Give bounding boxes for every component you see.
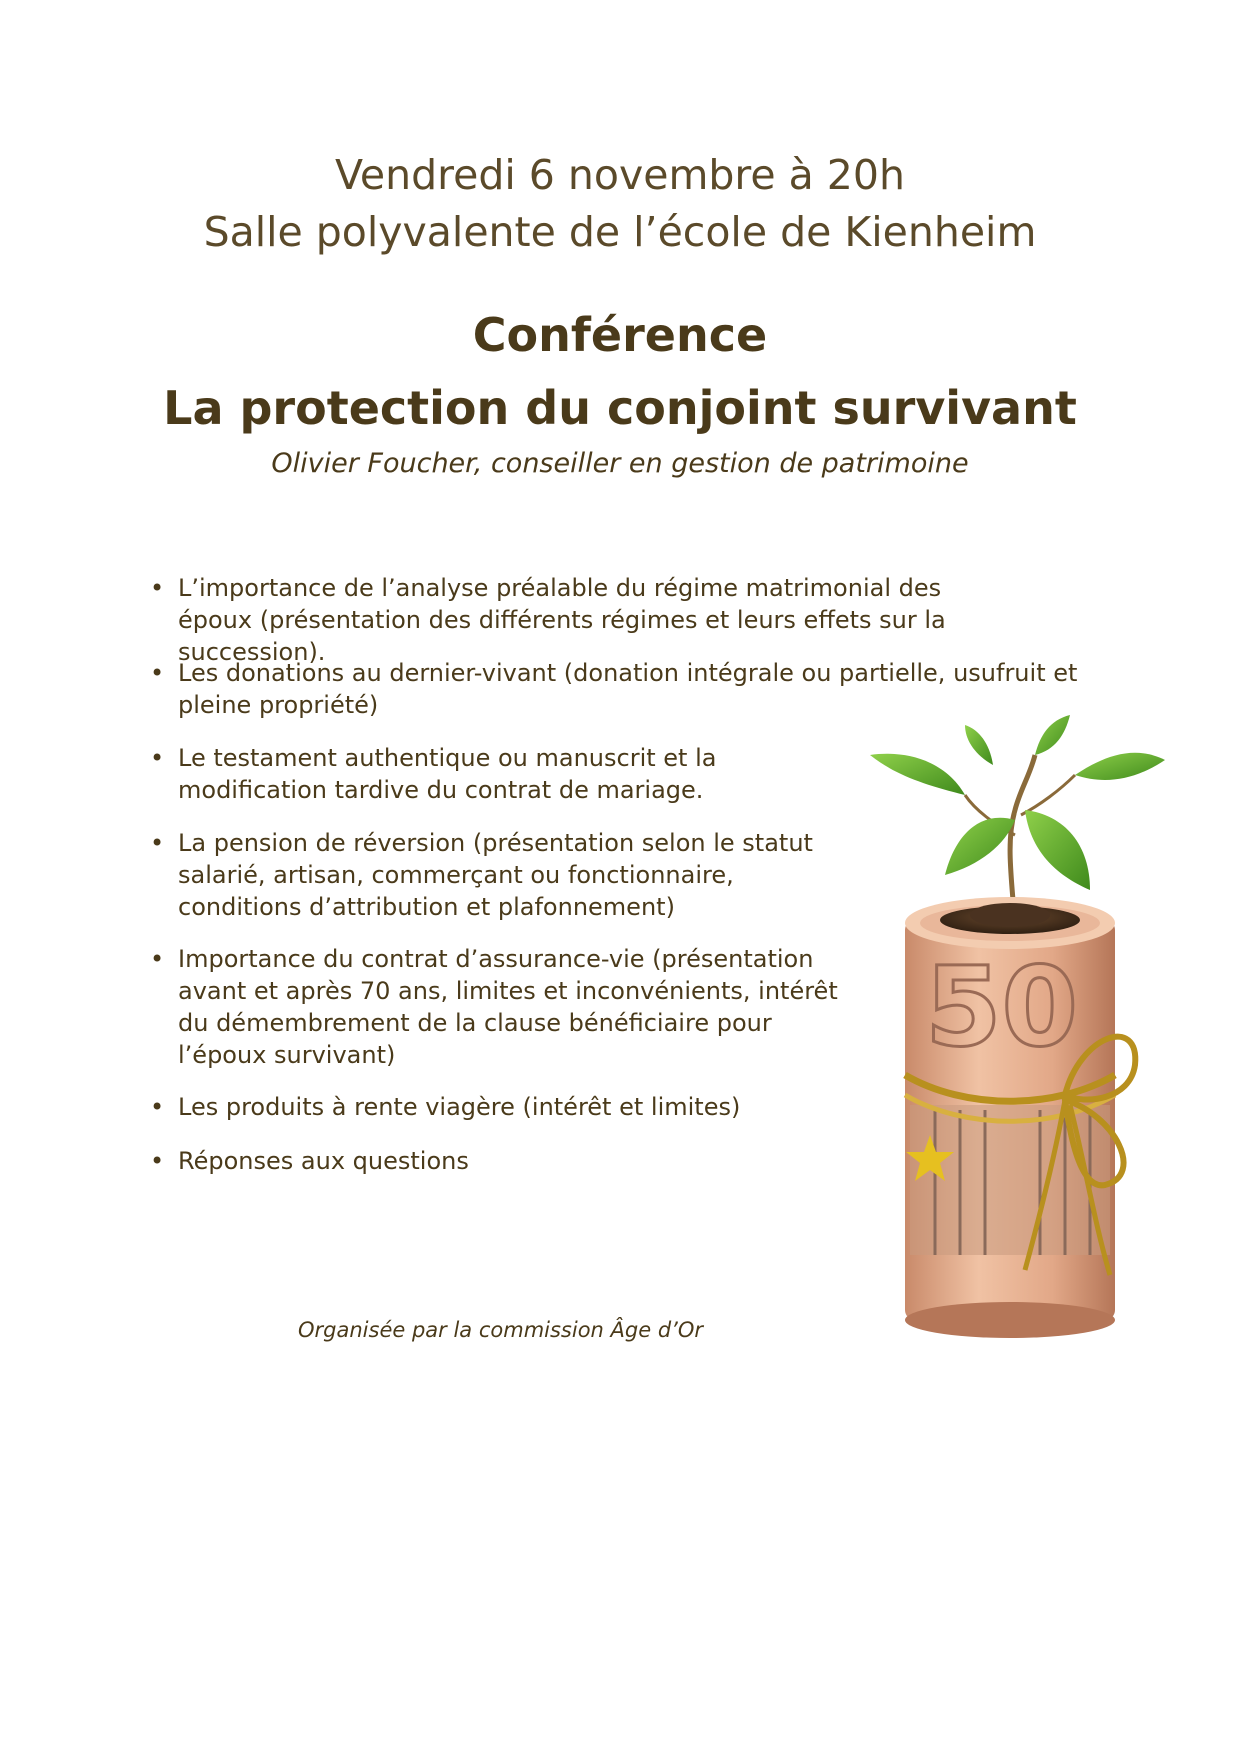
money-roll-with-plant-icon — [865, 715, 1175, 1340]
conference-title: La protection du conjoint survivant — [163, 381, 1077, 435]
speaker-line: Olivier Foucher, conseiller en gestion de patrimoine — [271, 448, 969, 479]
topic-item: • Importance du contrat d’assurance-vie (présentation avant et après 70 ans, limites et inconvénients, intérêt du démembrement de la clause bénéficiaire pour l’époux survivant) — [178, 943, 838, 1071]
leaf-icon — [965, 725, 993, 765]
topic-item: • L’importance de l’analyse préalable du régime matrimonial des époux (présentation des différents régimes et leurs effets sur la succession). — [178, 572, 1018, 668]
banknote-value: 50 — [925, 943, 1079, 1071]
topic-item: • Réponses aux questions — [178, 1145, 818, 1177]
banknote-roll — [905, 897, 1135, 1338]
leaf-icon — [1075, 753, 1165, 780]
event-date: Vendredi 6 novembre à 20h — [335, 151, 905, 199]
organizer-credit: Organisée par la commission Âge d’Or — [298, 1318, 703, 1342]
leaf-icon — [1035, 715, 1070, 755]
event-type-title: Conférence — [472, 308, 768, 362]
topic-item: • Le testament authentique ou manuscrit et la modification tardive du contrat de mariage. — [178, 742, 758, 806]
leaf-icon — [945, 818, 1015, 875]
topic-item: • Les donations au dernier-vivant (donation intégrale ou partielle, usufruit et pleine propriété) — [178, 657, 1098, 721]
topic-item: • La pension de réversion (présentation selon le statut salarié, artisan, commerçant ou fonctionnaire, conditions d’attribution et plafonnement) — [178, 827, 828, 923]
leaf-icon — [1025, 810, 1090, 890]
topic-item: • Les produits à rente viagère (intérêt et limites) — [178, 1091, 818, 1123]
event-venue: Salle polyvalente de l’école de Kienheim — [203, 208, 1037, 256]
leaf-icon — [870, 754, 965, 795]
